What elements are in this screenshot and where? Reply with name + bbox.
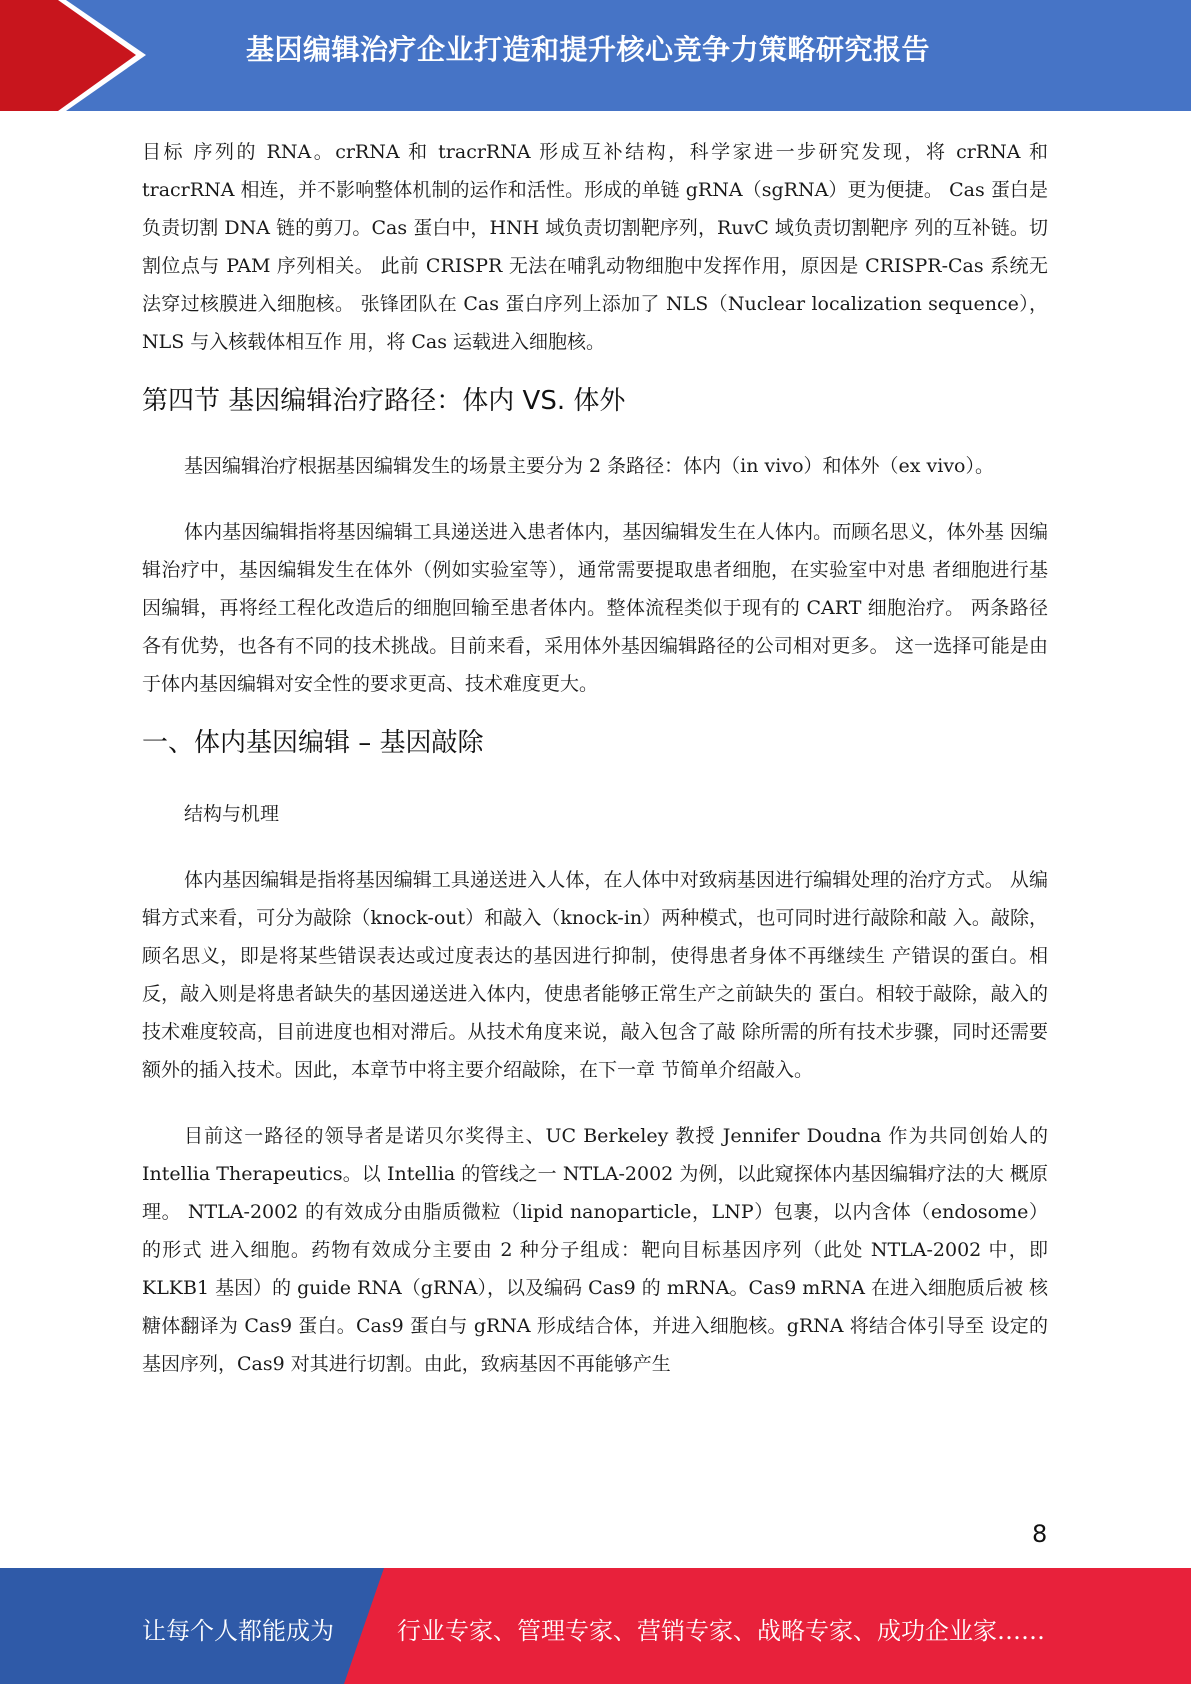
footer-band: [0, 1568, 1191, 1684]
section-heading-paths: 第四节 基因编辑治疗路径：体内 VS. 体外: [142, 386, 626, 416]
header-arrow-icon: [0, 0, 160, 111]
page-content: [142, 133, 1048, 1383]
paragraph-crrna: 目标 序列的 RNA。crRNA 和 tracrRNA 形成互补结构，科学家进一步研究发现，将 crRNA 和 tracrRNA 相连，并不影响整体机制的运作和活性。形成的单链 gRNA（sgRNA）更为便捷。 Cas 蛋白是负责切割 DNA 链的剪刀。Cas 蛋白中，HNH 域负责切割靶序列，RuvC 域负责切割靶序 列的互补链。切割位点与 PAM 序列相关。 此前 CRISPR 无法在哺乳动物细胞中发挥作用，原因是 CRISPR-Cas 系统无法穿过核膜进入细胞核。 张锋团队在 Cas 蛋白序列上添加了 NLS（Nuclear localization sequence），NLS 与入核载体相互作 用，将 Cas 运载进入细胞核。: [142, 141, 1048, 353]
paragraph-in-vivo-vs-ex-vivo: 体内基因编辑指将基因编辑工具递送进入患者体内，基因编辑发生在人体内。而顾名思义，体外基 因编辑治疗中，基因编辑发生在体外（例如实验室等），通常需要提取患者细胞，在实验室中对患 者细胞进行基因编辑，再将经工程化改造后的细胞回输至患者体内。整体流程类似于现有的 CART 细胞治疗。 两条路径各有优势，也各有不同的技术挑战。目前来看，采用体外基因编辑路径的公司相对更多。 这一选择可能是由于体内基因编辑对安全性的要求更高、技术难度更大。: [142, 521, 1048, 695]
subheading-structure: 结构与机理: [184, 803, 280, 825]
footer-slogan-left: 让每个人都能成为: [142, 1617, 334, 1645]
page-number: 8: [1032, 1520, 1048, 1548]
paragraph-in-vivo-editing: 体内基因编辑是指将基因编辑工具递送进入人体，在人体中对致病基因进行编辑处理的治疗方式。 从编辑方式来看，可分为敲除（knock-out）和敲入（knock-in）两种模式，也可同时进行敲除和敲 入。敲除，顾名思义，即是将某些错误表达或过度表达的基因进行抑制，使得患者身体不再继续生 产错误的蛋白。相反，敲入则是将患者缺失的基因递送进入体内，使患者能够正常生产之前缺失的 蛋白。相较于敲除，敲入的技术难度较高，目前进度也相对滞后。从技术角度来说，敲入包含了敲 除所需的所有技术步骤，同时还需要额外的插入技术。因此，本章节中将主要介绍敲除，在下一章 节简单介绍敲入。: [142, 869, 1048, 1081]
report-title: 基因编辑治疗企业打造和提升核心竞争力策略研究报告: [246, 33, 931, 66]
header-band: [0, 0, 1191, 111]
paragraph-paths-intro: 基因编辑治疗根据基因编辑发生的场景主要分为 2 条路径：体内（in vivo）和体外（ex vivo）。: [184, 455, 994, 477]
paragraph-intellia: 目前这一路径的领导者是诺贝尔奖得主、UC Berkeley 教授 Jennifer Doudna 作为共同创始人的 Intellia Therapeutics。以 Intellia 的管线之一 NTLA-2002 为例，以此窥探体内基因编辑疗法的大 概原理。 NTLA-2002 的有效成分由脂质微粒（lipid nanoparticle，LNP）包裹，以内含体（endosome）的形式 进入细胞。药物有效成分主要由 2 种分子组成：靶向目标基因序列（此处 NTLA-2002 中，即 KLKB1 基因）的 guide RNA（gRNA），以及编码 Cas9 的 mRNA。Cas9 mRNA 在进入细胞质后被 核糖体翻译为 Cas9 蛋白。Cas9 蛋白与 gRNA 形成结合体，并进入细胞核。gRNA 将结合体引导至 设定的基因序列，Cas9 对其进行切割。由此，致病基因不再能够产生: [142, 1125, 1049, 1375]
footer-slogan-right: 行业专家、管理专家、营销专家、战略专家、成功企业家……: [397, 1617, 1045, 1645]
section-heading-knockout: 一、体内基因编辑 – 基因敲除: [142, 728, 484, 758]
